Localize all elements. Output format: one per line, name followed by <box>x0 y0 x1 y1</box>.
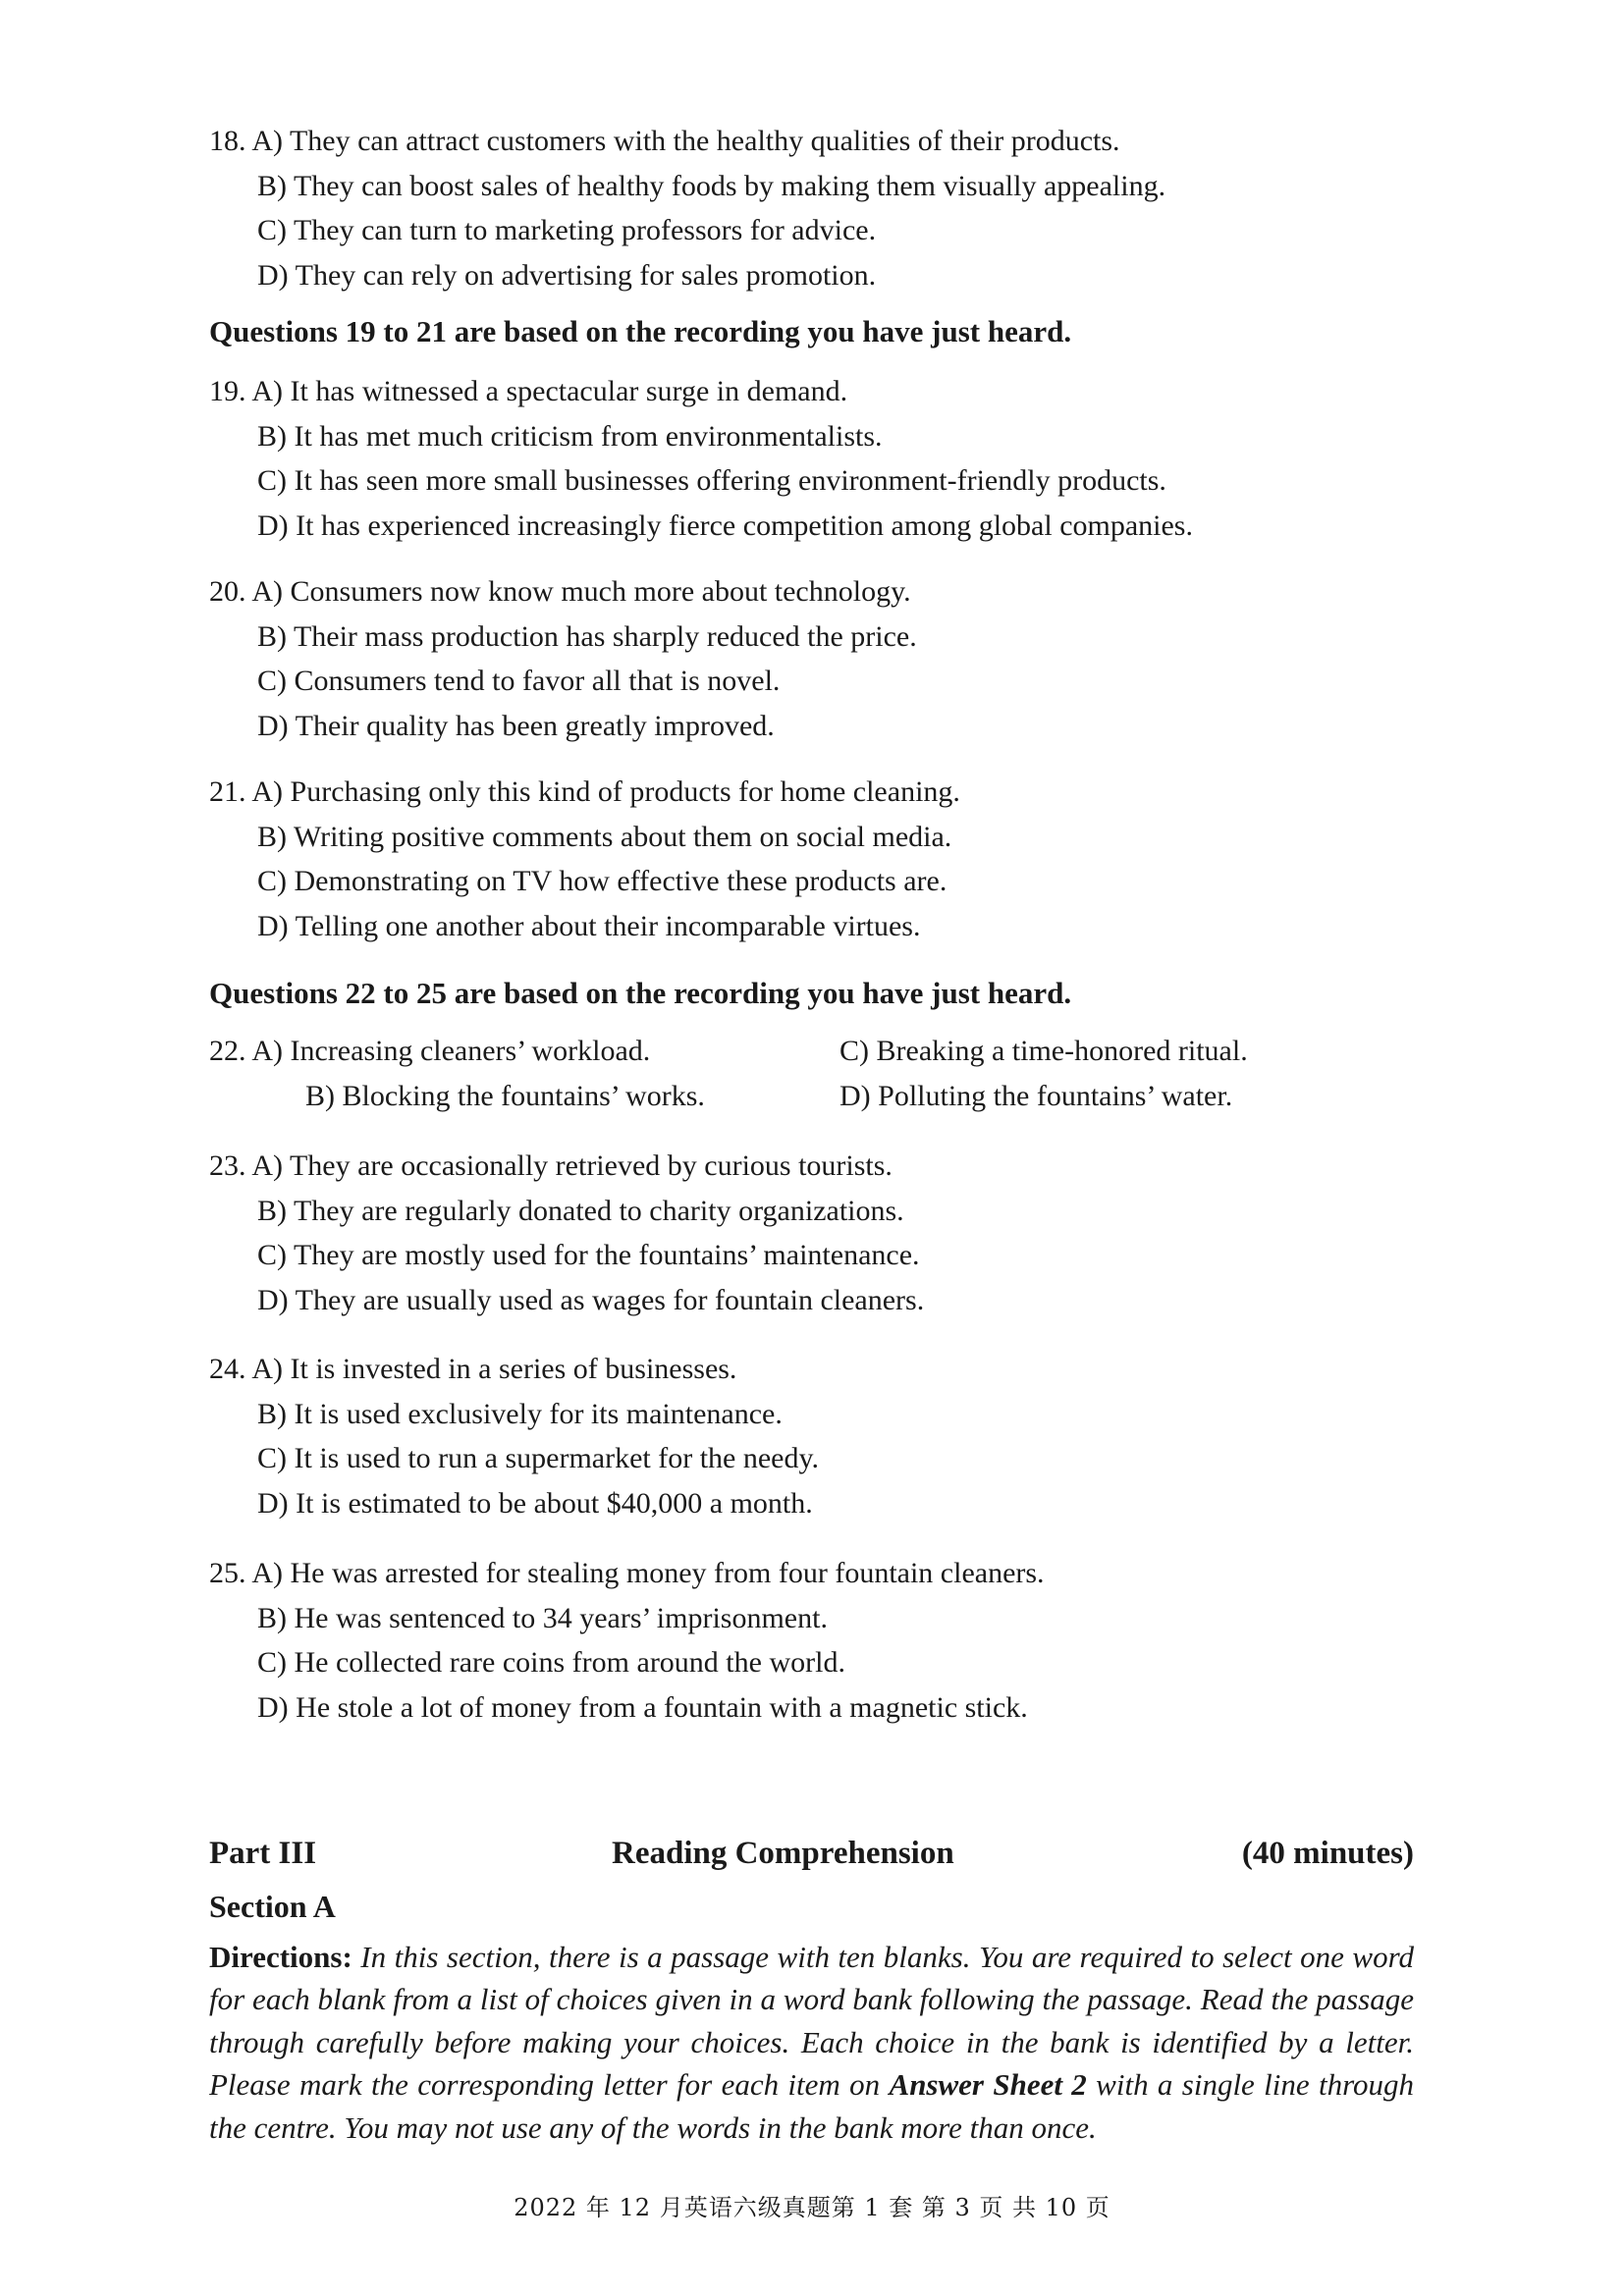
option-a: A) They are occasionally retrieved by curious tourists. <box>251 1149 893 1182</box>
directions-paragraph <box>209 1936 1414 2149</box>
question-number: 24. <box>209 1353 246 1385</box>
option-a: A) He was arrested for stealing money from four fountain cleaners. <box>251 1557 1045 1589</box>
question-23 <box>209 1144 924 1322</box>
answer-sheet-ref: Answer Sheet 2 <box>889 2067 1087 2103</box>
question-25 <box>209 1551 1045 1730</box>
question-22 <box>209 1029 1414 1119</box>
option-a: A) Purchasing only this kind of products for home cleaning. <box>251 775 960 808</box>
option-b: B) He was sentenced to 34 years’ imprisonment. <box>257 1601 828 1634</box>
part-time: (40 minutes) <box>1241 1836 1414 1871</box>
question-24 <box>209 1347 819 1525</box>
option-b: B) Writing positive comments about them on social media. <box>257 820 952 853</box>
part-header <box>209 1836 1414 1875</box>
option-d: D) Telling one another about their incomparable virtues. <box>257 909 921 942</box>
option-c: C) It has seen more small businesses offering environment-friendly products. <box>257 464 1166 497</box>
option-a: A) Increasing cleaners’ workload. <box>251 1035 651 1067</box>
option-d: D) He stole a lot of money from a fountain with a magnetic stick. <box>257 1690 1028 1724</box>
option-a: A) It is invested in a series of businesses. <box>251 1353 737 1385</box>
question-number: 22. <box>209 1035 246 1067</box>
directions-label: Directions: <box>209 1940 352 1974</box>
option-d: D) It has experienced increasingly fierce competition among global companies. <box>257 508 1193 542</box>
question-21 <box>209 770 960 948</box>
option-c: C) Demonstrating on TV how effective these products are. <box>257 865 947 897</box>
question-18 <box>209 119 1165 297</box>
option-c: C) Consumers tend to favor all that is novel. <box>257 665 781 697</box>
directions-text-end: with a single line through the centre. You may not use any of the words in the bank more than once. <box>209 2067 1415 2145</box>
option-b: B) Blocking the fountains’ works. <box>305 1080 705 1112</box>
question-20 <box>209 569 917 748</box>
option-a: A) Consumers now know much more about technology. <box>251 575 911 608</box>
question-number: 23. <box>209 1149 246 1182</box>
part-title: Reading Comprehension <box>612 1836 954 1871</box>
option-c: C) He collected rare coins from around the world. <box>257 1646 845 1679</box>
question-number: 19. <box>209 375 246 407</box>
question-19 <box>209 369 1193 548</box>
option-d: D) They can rely on advertising for sales promotion. <box>257 258 877 292</box>
option-c: C) It is used to run a supermarket for the needy. <box>257 1442 820 1474</box>
option-b: B) They can boost sales of healthy foods by making them visually appealing. <box>257 169 1166 202</box>
option-a: A) It has witnessed a spectacular surge in demand. <box>251 375 848 407</box>
option-b: B) Their mass production has sharply reduced the price. <box>257 619 917 653</box>
question-number: 18. <box>209 125 246 157</box>
directions-text: In this section, there is a passage with ten blanks. You are required to select one word for each blank from a list of choices given in a word bank following the passage. Read the passage through carefully before making your choices. Each choice in the bank is identified by a letter. Please mark the corresponding letter for each item on <box>209 1940 1415 2103</box>
question-number: 25. <box>209 1557 246 1589</box>
option-d: D) It is estimated to be about $40,000 a month. <box>257 1486 813 1520</box>
option-b: B) It has met much criticism from environmentalists. <box>257 419 883 453</box>
option-a: A) They can attract customers with the healthy qualities of their products. <box>251 125 1120 157</box>
option-c: C) Breaking a time-honored ritual. <box>839 1035 1248 1067</box>
section-heading-22-25: Questions 22 to 25 are based on the recording you have just heard. <box>209 976 1072 1010</box>
question-number: 20. <box>209 575 246 608</box>
option-b: B) They are regularly donated to charity organizations. <box>257 1194 904 1227</box>
option-b: B) It is used exclusively for its maintenance. <box>257 1397 783 1430</box>
section-heading-19-21: Questions 19 to 21 are based on the recording you have just heard. <box>209 314 1072 348</box>
section-title: Section A <box>209 1889 336 1924</box>
option-d: D) Their quality has been greatly improved. <box>257 709 775 742</box>
part-label: Part III <box>209 1836 317 1871</box>
option-d: D) Polluting the fountains’ water. <box>839 1080 1233 1112</box>
question-number: 21. <box>209 775 246 808</box>
page-footer: 2022 年 12 月英语六级真题第 1 套 第 3 页 共 10 页 <box>514 2194 1110 2221</box>
option-c: C) They can turn to marketing professors for advice. <box>257 214 877 246</box>
option-c: C) They are mostly used for the fountains’ maintenance. <box>257 1239 920 1271</box>
option-d: D) They are usually used as wages for fountain cleaners. <box>257 1283 925 1316</box>
